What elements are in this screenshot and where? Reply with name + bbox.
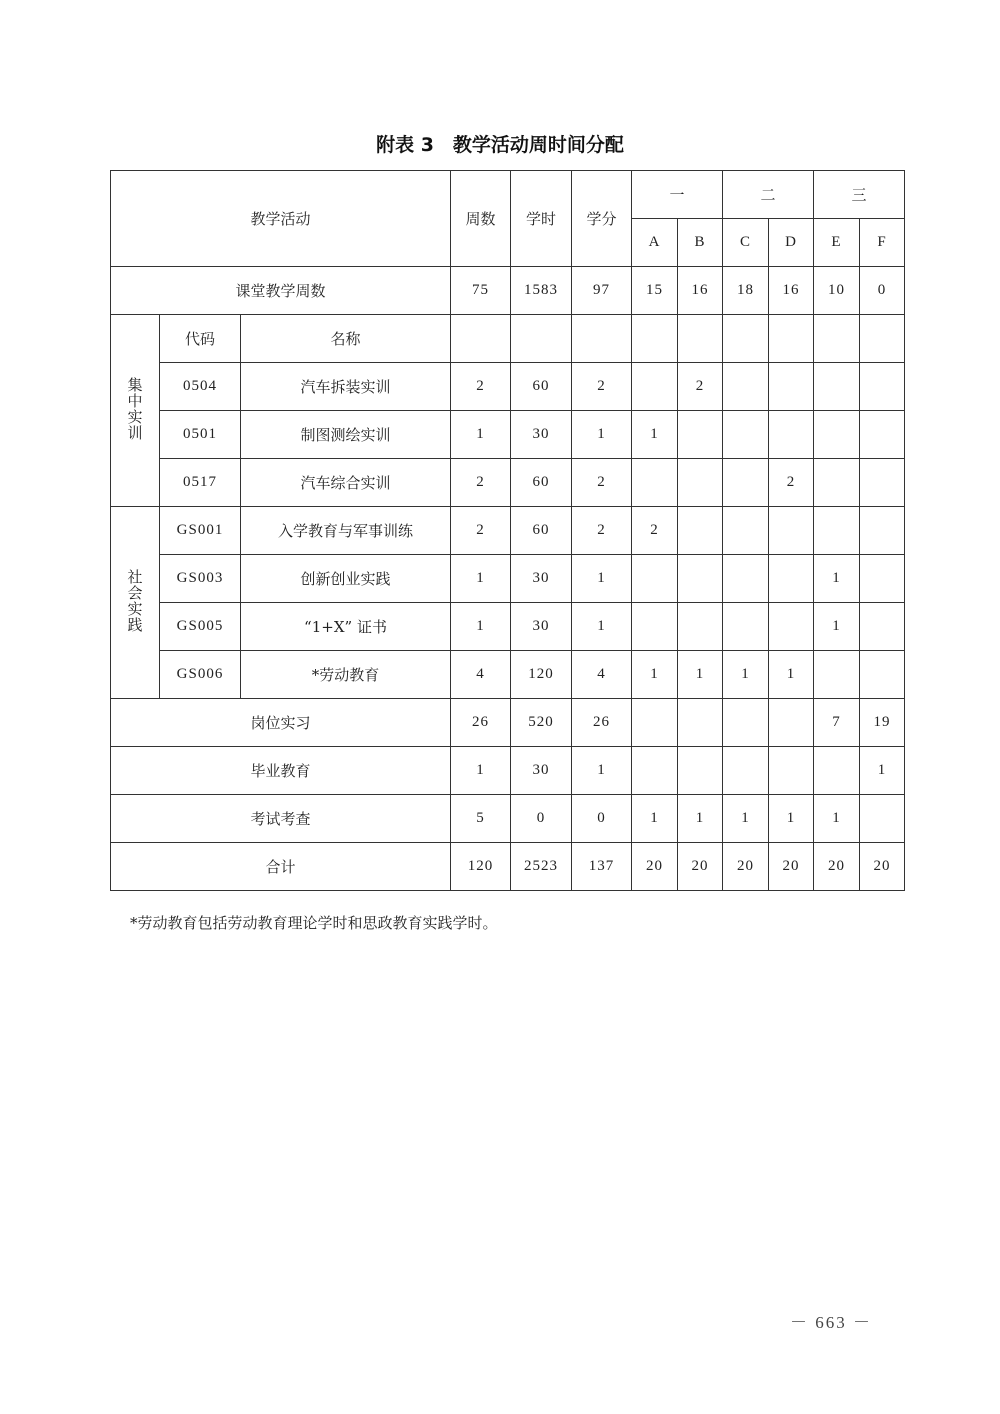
cell-term-c: 20 <box>723 843 769 891</box>
cell-weeks: 1 <box>451 603 511 651</box>
cell-weeks: 2 <box>451 507 511 555</box>
cell-hours: 0 <box>511 795 572 843</box>
cell-weeks: 1 <box>451 555 511 603</box>
cell-term-e: 1 <box>814 795 860 843</box>
cell-term-f <box>860 795 905 843</box>
cell-credits: 1 <box>572 603 632 651</box>
cell-term-e <box>814 507 860 555</box>
cell-term-a: 15 <box>632 267 678 315</box>
cell-credits: 2 <box>572 507 632 555</box>
page-number: － 663 － <box>790 1313 872 1332</box>
cell-credits: 4 <box>572 651 632 699</box>
cell-term-a: 1 <box>632 411 678 459</box>
row-code: GS006 <box>160 651 241 699</box>
cell-hours: 60 <box>511 459 572 507</box>
cell-term-d: 20 <box>769 843 814 891</box>
table-row <box>111 747 905 795</box>
concentrated-header-row <box>111 315 905 363</box>
cell-term-c <box>723 603 769 651</box>
cell-term-c <box>723 699 769 747</box>
header-term-f: F <box>860 219 905 267</box>
cell-term-c <box>723 459 769 507</box>
cell-term-a: 2 <box>632 507 678 555</box>
cell-term-d <box>769 411 814 459</box>
header-year-3: 三 <box>814 171 905 219</box>
cell-hours: 520 <box>511 699 572 747</box>
row-code: 0504 <box>160 363 241 411</box>
group-social <box>111 507 160 699</box>
cell-term-e: 1 <box>814 555 860 603</box>
footnote: *劳动教育包括劳动教育理论学时和思政教育实践学时。 <box>130 914 498 932</box>
cell-term-a: 1 <box>632 795 678 843</box>
row-label: 合计 <box>111 843 451 891</box>
cell-term-f <box>860 651 905 699</box>
cell-weeks: 75 <box>451 267 511 315</box>
cell-term-c: 1 <box>723 651 769 699</box>
header-hours: 学时 <box>511 171 572 267</box>
row-name: 汽车综合实训 <box>241 459 451 507</box>
header-term-e: E <box>814 219 860 267</box>
row-code: 0501 <box>160 411 241 459</box>
cell-term-e <box>814 459 860 507</box>
cell-term-f: 1 <box>860 747 905 795</box>
cell-term-f <box>860 555 905 603</box>
header-term-d: D <box>769 219 814 267</box>
cell-term-d: 1 <box>769 795 814 843</box>
cell-credits: 0 <box>572 795 632 843</box>
cell-term-e <box>814 363 860 411</box>
group-label: 社会实践 <box>125 568 144 633</box>
cell-hours: 30 <box>511 747 572 795</box>
cell-term-a: 20 <box>632 843 678 891</box>
cell-weeks: 1 <box>451 411 511 459</box>
cell-term-d <box>769 555 814 603</box>
cell-hours: 60 <box>511 363 572 411</box>
row-label: 课堂教学周数 <box>111 267 451 315</box>
row-label: 岗位实习 <box>111 699 451 747</box>
cell-term-b <box>678 459 723 507</box>
cell-weeks: 1 <box>451 747 511 795</box>
header-year-1: 一 <box>632 171 723 219</box>
cell-term-f: 19 <box>860 699 905 747</box>
row-name: *劳动教育 <box>241 651 451 699</box>
cell-term-a <box>632 747 678 795</box>
group-label: 集中实训 <box>125 376 144 441</box>
row-name: 入学教育与军事训练 <box>241 507 451 555</box>
table-row <box>111 507 905 555</box>
cell-hours: 60 <box>511 507 572 555</box>
table-row <box>111 795 905 843</box>
cell-term-a <box>632 603 678 651</box>
header-term-c: C <box>723 219 769 267</box>
cell-weeks: 2 <box>451 459 511 507</box>
cell-credits: 137 <box>572 843 632 891</box>
cell-term-b: 1 <box>678 651 723 699</box>
cell-credits: 2 <box>572 459 632 507</box>
header-term-b: B <box>678 219 723 267</box>
cell-term-f <box>860 459 905 507</box>
cell-term-f: 20 <box>860 843 905 891</box>
cell-hours: 1583 <box>511 267 572 315</box>
table-row <box>111 651 905 699</box>
row-name: “1+X” 证书 <box>241 603 451 651</box>
cell-weeks: 26 <box>451 699 511 747</box>
cell-term-c <box>723 747 769 795</box>
cell-credits: 1 <box>572 747 632 795</box>
table-row <box>111 459 905 507</box>
cell-term-e <box>814 651 860 699</box>
cell-term-c <box>723 363 769 411</box>
cell-term-e: 20 <box>814 843 860 891</box>
cell-term-b: 2 <box>678 363 723 411</box>
cell-credits: 26 <box>572 699 632 747</box>
cell-credits: 97 <box>572 267 632 315</box>
cell-weeks: 120 <box>451 843 511 891</box>
cell-term-c: 1 <box>723 795 769 843</box>
table-row <box>111 363 905 411</box>
cell-hours: 120 <box>511 651 572 699</box>
classroom-row <box>111 267 905 315</box>
cell-term-f <box>860 363 905 411</box>
header-credits: 学分 <box>572 171 632 267</box>
header-weeks: 周数 <box>451 171 511 267</box>
cell-term-a: 1 <box>632 651 678 699</box>
table-row <box>111 555 905 603</box>
column-code: 代码 <box>160 315 241 363</box>
cell-term-c <box>723 555 769 603</box>
table-title: 附表 3 教学活动周时间分配 <box>376 134 624 156</box>
cell-term-e <box>814 747 860 795</box>
cell-term-d <box>769 603 814 651</box>
row-label: 考试考查 <box>111 795 451 843</box>
row-code: GS003 <box>160 555 241 603</box>
cell-weeks: 2 <box>451 363 511 411</box>
cell-term-a <box>632 459 678 507</box>
table-row <box>111 411 905 459</box>
cell-credits: 1 <box>572 411 632 459</box>
cell-term-f <box>860 507 905 555</box>
cell-term-b: 16 <box>678 267 723 315</box>
row-code: GS001 <box>160 507 241 555</box>
cell-hours: 2523 <box>511 843 572 891</box>
cell-term-e: 10 <box>814 267 860 315</box>
cell-weeks: 4 <box>451 651 511 699</box>
cell-term-f <box>860 603 905 651</box>
cell-term-d <box>769 699 814 747</box>
cell-term-b <box>678 603 723 651</box>
header-year-2: 二 <box>723 171 814 219</box>
row-label: 毕业教育 <box>111 747 451 795</box>
table-row <box>111 603 905 651</box>
cell-term-b <box>678 507 723 555</box>
cell-term-b <box>678 699 723 747</box>
cell-term-d <box>769 747 814 795</box>
cell-term-b: 1 <box>678 795 723 843</box>
teaching-weeks-table <box>110 170 905 891</box>
cell-term-d <box>769 363 814 411</box>
cell-term-a <box>632 555 678 603</box>
cell-term-e: 7 <box>814 699 860 747</box>
group-concentrated <box>111 315 160 507</box>
row-code: 0517 <box>160 459 241 507</box>
cell-term-d: 1 <box>769 651 814 699</box>
cell-weeks: 5 <box>451 795 511 843</box>
cell-hours: 30 <box>511 555 572 603</box>
cell-term-c: 18 <box>723 267 769 315</box>
cell-term-b: 20 <box>678 843 723 891</box>
cell-term-e: 1 <box>814 603 860 651</box>
cell-term-d <box>769 507 814 555</box>
cell-term-c <box>723 507 769 555</box>
table-row <box>111 699 905 747</box>
cell-term-d: 2 <box>769 459 814 507</box>
cell-term-f: 0 <box>860 267 905 315</box>
table-row <box>111 843 905 891</box>
row-code: GS005 <box>160 603 241 651</box>
cell-term-c <box>723 411 769 459</box>
cell-term-f <box>860 411 905 459</box>
row-name: 汽车拆装实训 <box>241 363 451 411</box>
cell-term-d: 16 <box>769 267 814 315</box>
cell-term-b <box>678 747 723 795</box>
column-name: 名称 <box>241 315 451 363</box>
cell-term-a <box>632 699 678 747</box>
cell-credits: 1 <box>572 555 632 603</box>
cell-term-b <box>678 411 723 459</box>
cell-term-a <box>632 363 678 411</box>
cell-term-b <box>678 555 723 603</box>
header-activity: 教学活动 <box>111 171 451 267</box>
row-name: 制图测绘实训 <box>241 411 451 459</box>
row-name: 创新创业实践 <box>241 555 451 603</box>
header-term-a: A <box>632 219 678 267</box>
cell-hours: 30 <box>511 603 572 651</box>
cell-term-e <box>814 411 860 459</box>
cell-credits: 2 <box>572 363 632 411</box>
cell-hours: 30 <box>511 411 572 459</box>
